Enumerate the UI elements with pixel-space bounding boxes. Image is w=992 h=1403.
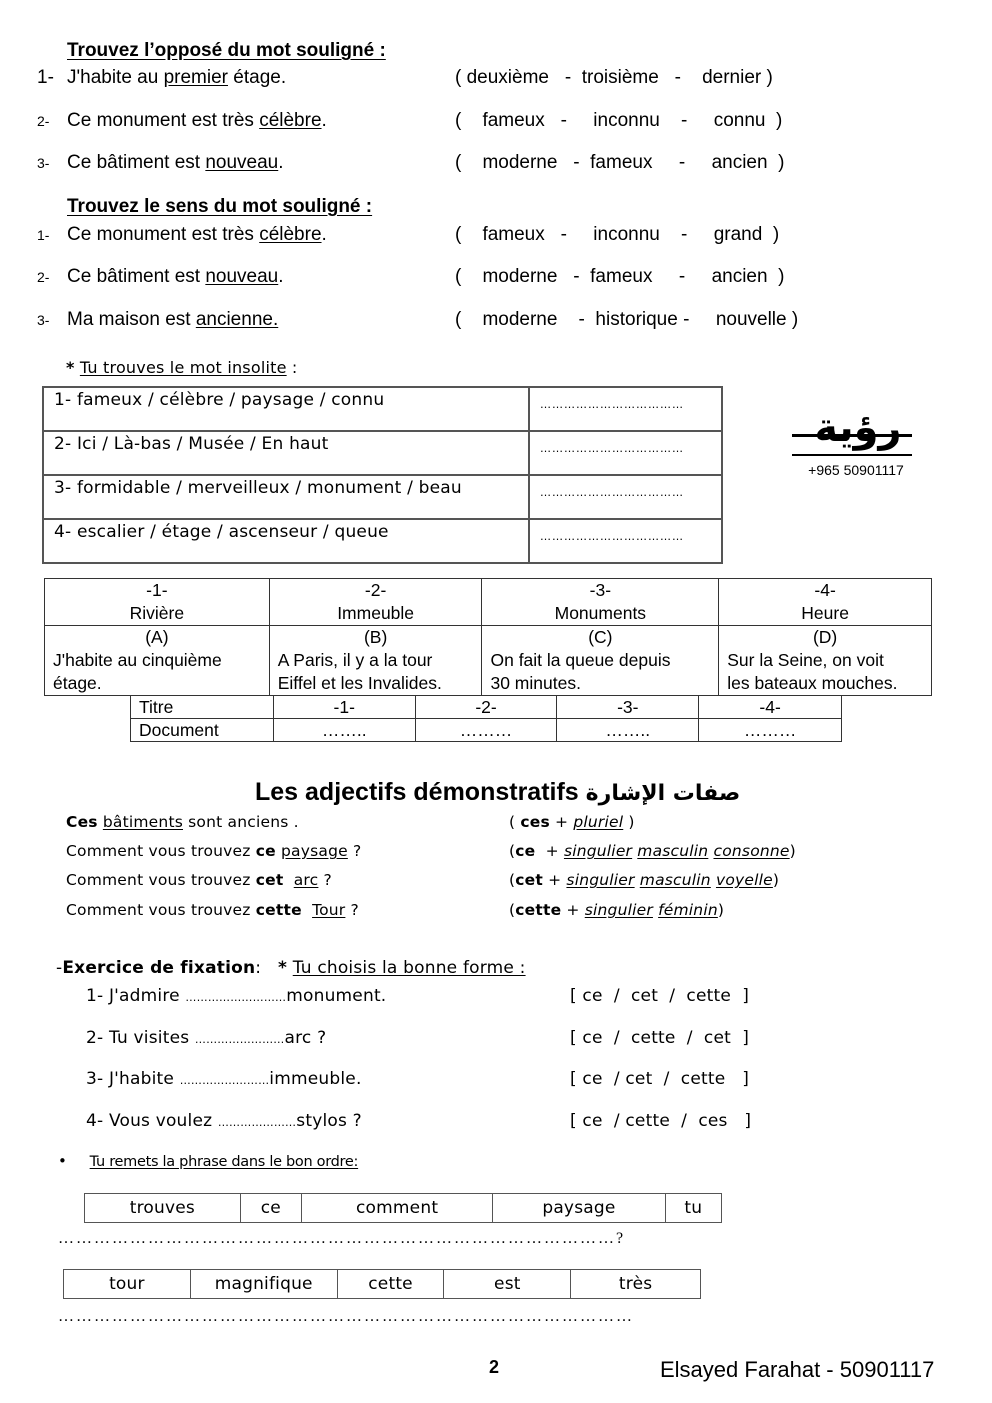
opposite-item-1: 1- J'habite au premier étage. bbox=[37, 67, 287, 88]
rule-4: (cette + singulier féminin) bbox=[509, 901, 725, 919]
document-cell: (B) A Paris, il y a la tour Eiffel et les Invalides. bbox=[269, 626, 482, 696]
answer-field[interactable]: ……………………………… bbox=[529, 519, 722, 563]
blank-field[interactable]: …………………… bbox=[179, 1074, 270, 1087]
fixation-choices-2: [ ce / cette / cet ] bbox=[570, 1028, 750, 1048]
star-icon: * bbox=[278, 958, 288, 978]
fixation-item-4: 4- Vous voulez …………………stylos ? bbox=[86, 1111, 362, 1131]
table-row: Titre -1- -2- -3- -4- bbox=[131, 696, 842, 719]
opposite-item-2: 2- Ce monument est très célèbre. bbox=[37, 110, 327, 131]
example-3: Comment vous trouvez cet arc ? bbox=[66, 871, 332, 889]
table-row bbox=[43, 431, 722, 475]
logo-mark-icon: رؤية bbox=[786, 404, 926, 460]
example-4: Comment vous trouvez cette Tour ? bbox=[66, 901, 359, 919]
word-table-2 bbox=[63, 1269, 701, 1299]
row-label: Titre bbox=[131, 696, 274, 719]
word-cell: est bbox=[444, 1270, 571, 1299]
insolite-words: 2- Ici / Là-bas / Musée / En haut bbox=[43, 431, 529, 475]
meaning-item-3: 3- Ma maison est ancienne. bbox=[37, 309, 279, 330]
answer-field[interactable]: ……… bbox=[699, 719, 842, 742]
example-2: Comment vous trouvez ce paysage ? bbox=[66, 842, 362, 860]
title-cell: -1- Rivière bbox=[45, 579, 270, 626]
blank-field[interactable]: …………………… bbox=[194, 1033, 285, 1046]
documents-row bbox=[45, 626, 932, 696]
table-row bbox=[64, 1270, 701, 1299]
author-footer: Elsayed Farahat - 50901117 bbox=[660, 1357, 935, 1382]
example-1: Ces bâtiments sont anciens . bbox=[66, 813, 299, 831]
rule-1: ( ces + pluriel ) bbox=[509, 813, 635, 831]
matching-answer-table bbox=[130, 695, 842, 742]
meaning-options-2: ( moderne - fameux - ancien ) bbox=[455, 266, 785, 287]
table-row bbox=[131, 719, 842, 742]
answer-field[interactable]: ……………………………… bbox=[529, 387, 722, 431]
word-cell: comment bbox=[301, 1194, 492, 1223]
table-row bbox=[85, 1194, 722, 1223]
document-cell: (C) On fait la queue depuis 30 minutes. bbox=[482, 626, 719, 696]
section-title-meaning: Trouvez le sens du mot souligné : bbox=[67, 196, 373, 217]
answer-field[interactable]: …….. bbox=[273, 719, 415, 742]
answer-line-1[interactable]: …………………………………………………………………………………? bbox=[58, 1230, 626, 1247]
fixation-heading: -Exercice de fixation: * Tu choisis la bonne forme : bbox=[56, 958, 526, 978]
fixation-choices-3: [ ce / cet / cette ] bbox=[570, 1069, 750, 1089]
meaning-item-1: 1- Ce monument est très célèbre. bbox=[37, 224, 327, 245]
underlined-word: célèbre bbox=[259, 224, 322, 245]
word-cell: tour bbox=[64, 1270, 191, 1299]
meaning-options-3: ( moderne - historique - nouvelle ) bbox=[455, 309, 799, 330]
word-cell: paysage bbox=[493, 1194, 665, 1223]
answer-line-2[interactable]: …………………………………………………………………………………… bbox=[58, 1308, 634, 1325]
underlined-word: premier bbox=[163, 67, 228, 88]
underlined-word: nouveau bbox=[205, 152, 279, 173]
demonstratifs-title: Les adjectifs démonstratifs صفات الإشارة bbox=[255, 778, 741, 806]
word-cell: très bbox=[571, 1270, 701, 1299]
opposite-item-3: 3- Ce bâtiment est nouveau. bbox=[37, 152, 284, 173]
table-row bbox=[43, 519, 722, 563]
meaning-options-1: ( fameux - inconnu - grand ) bbox=[455, 224, 780, 245]
underlined-word: ancienne. bbox=[195, 309, 279, 330]
insolite-table bbox=[42, 386, 723, 564]
rule-3: (cet + singulier masculin voyelle) bbox=[509, 871, 780, 889]
fixation-choices-4: [ ce / cette / ces ] bbox=[570, 1111, 752, 1131]
section-title-opposite: Trouvez l’opposé du mot souligné : bbox=[67, 40, 386, 61]
underlined-word: nouveau bbox=[205, 266, 279, 287]
fixation-item-1: 1- J'admire ………………………monument. bbox=[86, 986, 387, 1006]
opposite-options-3: ( moderne - fameux - ancien ) bbox=[455, 152, 785, 173]
fixation-item-3: 3- J'habite ……………………immeuble. bbox=[86, 1069, 362, 1089]
answer-field[interactable]: ……………………………… bbox=[529, 475, 722, 519]
opposite-options-1: ( deuxième - troisième - dernier ) bbox=[455, 67, 773, 88]
page-number: 2 bbox=[489, 1357, 500, 1377]
title-cell: -3- Monuments bbox=[482, 579, 719, 626]
blank-field[interactable]: ……………………… bbox=[185, 991, 287, 1004]
word-cell: trouves bbox=[85, 1194, 241, 1223]
insolite-heading: * Tu trouves le mot insolite : bbox=[66, 358, 298, 377]
insolite-words: 1- fameux / célèbre / paysage / connu bbox=[43, 387, 529, 431]
star-icon: * bbox=[66, 358, 75, 377]
fixation-item-2: 2- Tu visites ……………………arc ? bbox=[86, 1028, 327, 1048]
logo bbox=[786, 404, 926, 478]
table-row bbox=[43, 475, 722, 519]
rule-2: (ce + singulier masculin consonne) bbox=[509, 842, 796, 860]
logo-phone: +965 50901117 bbox=[808, 462, 904, 478]
meaning-item-2: 2- Ce bâtiment est nouveau. bbox=[37, 266, 284, 287]
document-cell: (D) Sur la Seine, on voit les bateaux mouches. bbox=[719, 626, 932, 696]
title-cell: -4- Heure bbox=[719, 579, 932, 626]
document-cell: (A) J'habite au cinquième étage. bbox=[45, 626, 270, 696]
answer-field[interactable]: ……… bbox=[415, 719, 557, 742]
titles-row bbox=[45, 579, 932, 626]
insolite-words: 3- formidable / merveilleux / monument / beau bbox=[43, 475, 529, 519]
word-table-1 bbox=[84, 1193, 722, 1223]
bullet-icon: • bbox=[58, 1152, 67, 1170]
row-label: Document bbox=[131, 719, 274, 742]
word-cell: ce bbox=[240, 1194, 301, 1223]
word-cell: tu bbox=[665, 1194, 721, 1223]
answer-field[interactable]: ……………………………… bbox=[529, 431, 722, 475]
opposite-options-2: ( fameux - inconnu - connu ) bbox=[455, 110, 783, 131]
matching-table bbox=[44, 578, 932, 696]
table-row bbox=[43, 387, 722, 431]
word-cell: magnifique bbox=[190, 1270, 337, 1299]
insolite-words: 4- escalier / étage / ascenseur / queue bbox=[43, 519, 529, 563]
fixation-choices-1: [ ce / cet / cette ] bbox=[570, 986, 750, 1006]
word-cell: cette bbox=[337, 1270, 444, 1299]
title-cell: -2- Immeuble bbox=[269, 579, 482, 626]
reorder-heading: • Tu remets la phrase dans le bon ordre: bbox=[58, 1152, 359, 1170]
underlined-word: célèbre bbox=[259, 110, 322, 131]
blank-field[interactable]: ………………… bbox=[217, 1116, 297, 1129]
answer-field[interactable]: …….. bbox=[557, 719, 699, 742]
